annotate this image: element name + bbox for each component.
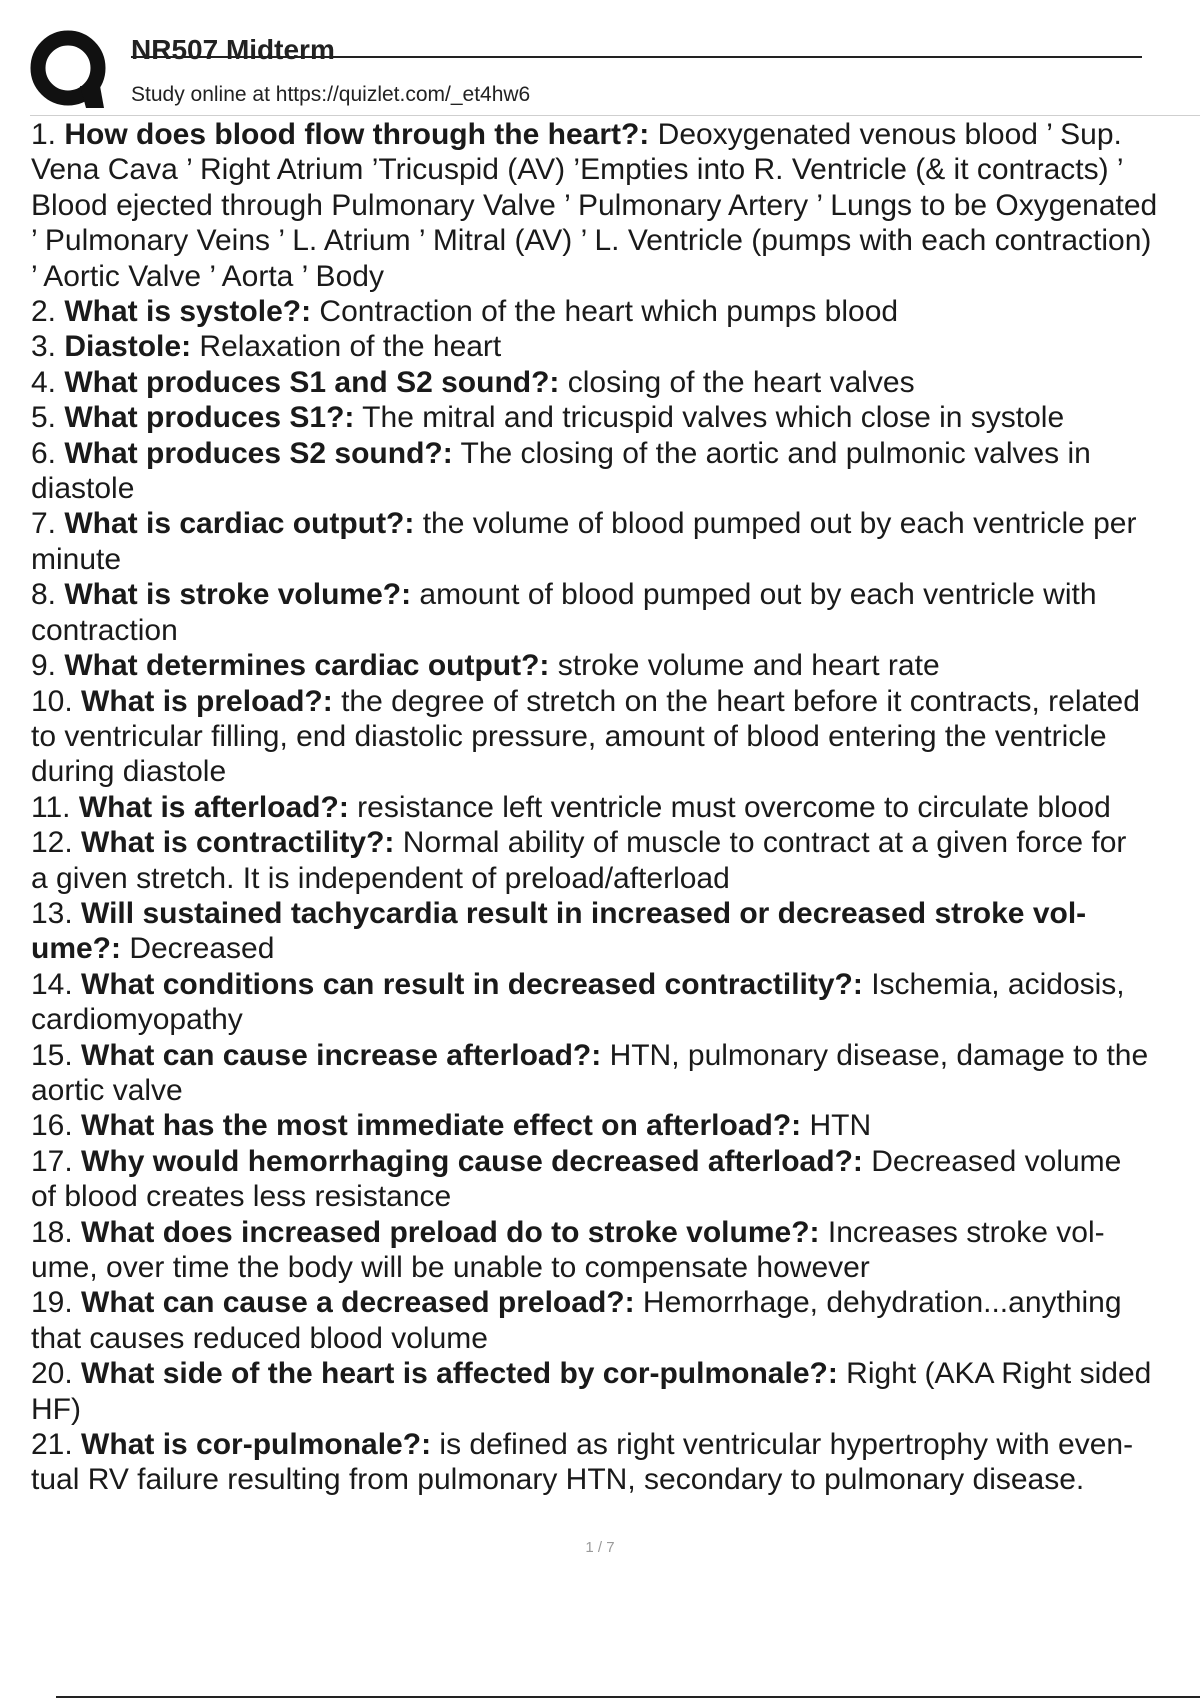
question-text: What produces S1 and S2 sound?: <box>64 365 560 399</box>
answer-text: minute <box>31 542 122 576</box>
question-number: 21. <box>31 1428 82 1462</box>
qa-item <box>31 648 1200 683</box>
answer-text: stroke volume and heart rate <box>549 649 940 683</box>
qa-item <box>31 329 1200 364</box>
question-text: What does increased preload do to stroke volume?: <box>81 1215 820 1249</box>
qa-line <box>31 188 1200 223</box>
question-text: What produces S2 sound?: <box>64 436 453 470</box>
qa-line <box>31 436 1200 471</box>
answer-text: to ventricular filling, end diastolic pressure, amount of blood entering the ventricle <box>31 719 1107 753</box>
question-text: What produces S1?: <box>64 401 355 435</box>
qa-line <box>31 1108 1200 1143</box>
qa-item <box>31 294 1200 329</box>
question-number: 18. <box>31 1215 82 1249</box>
question-number: 15. <box>31 1038 82 1072</box>
qa-line <box>31 754 1200 789</box>
qa-line <box>31 1179 1200 1214</box>
answer-text: during diastole <box>31 755 227 789</box>
answer-text: a given stretch. It is independent of preload/afterload <box>31 861 730 895</box>
question-text: What is afterload?: <box>78 790 349 824</box>
answer-text: Relaxation of the heart <box>191 330 502 364</box>
answer-text: the volume of blood pumped out by each ventricle per <box>414 507 1137 541</box>
answer-text: HF) <box>31 1392 81 1426</box>
answer-text: Blood ejected through Pulmonary Valve ’ Pulmonary Artery ’ Lungs to be Oxygenated <box>31 188 1158 222</box>
question-text: How does blood flow through the heart?: <box>64 118 650 151</box>
question-number: 8. <box>31 578 65 612</box>
qa-line <box>31 1002 1200 1037</box>
qa-line <box>31 931 1200 966</box>
qa-line <box>31 542 1200 577</box>
answer-text: aortic valve <box>31 1073 183 1107</box>
qa-line <box>31 1038 1200 1073</box>
qa-line <box>31 967 1200 1002</box>
qa-line <box>31 577 1200 612</box>
question-text: What is stroke volume?: <box>64 578 412 612</box>
question-number: 5. <box>31 401 65 435</box>
qa-line <box>31 825 1200 860</box>
qa-item <box>31 1108 1200 1143</box>
question-text: What is cor-pulmonale?: <box>81 1428 432 1462</box>
answer-text: Normal ability of muscle to contract at a given force for <box>394 826 1127 860</box>
qa-line <box>31 223 1200 258</box>
title-rule <box>131 56 1142 58</box>
question-number: 13. <box>31 896 82 930</box>
answer-text: HTN <box>801 1109 872 1143</box>
qa-item <box>31 790 1200 825</box>
question-number: 9. <box>31 649 65 683</box>
document-title: NR507 Midterm <box>131 34 335 65</box>
question-text: ume?: <box>31 932 121 966</box>
header-divider <box>30 115 1200 116</box>
page-header <box>0 0 1200 118</box>
answer-text: Decreased volume <box>862 1144 1122 1178</box>
answer-text: amount of blood pumped out by each ventricle with <box>411 578 1097 612</box>
qa-line <box>31 1462 1200 1497</box>
question-number: 14. <box>31 967 82 1001</box>
question-number: 11. <box>31 790 79 824</box>
qa-line <box>31 790 1200 825</box>
qa-item <box>31 365 1200 400</box>
question-number: 20. <box>31 1357 82 1391</box>
qa-item <box>31 967 1200 1038</box>
answer-text: tual RV failure resulting from pulmonary HTN, secondary to pulmonary disease. <box>31 1463 1085 1497</box>
question-number: 3. <box>31 330 65 364</box>
qa-line <box>31 294 1200 329</box>
qa-item <box>31 1427 1200 1498</box>
qa-line <box>31 896 1200 931</box>
qa-line <box>31 117 1200 152</box>
answer-text: HTN, pulmonary disease, damage to the <box>601 1038 1149 1072</box>
answer-text: cardiomyopathy <box>31 1003 243 1037</box>
study-link-text: Study online at https://quizlet.com/_et4hw6 <box>131 83 531 106</box>
qa-item <box>31 1285 1200 1356</box>
answer-text: ’ Pulmonary Veins ’ L. Atrium ’ Mitral (AV) ’ L. Ventricle (pumps with each contraction) <box>31 224 1152 258</box>
qa-line <box>31 1144 1200 1179</box>
footer-rule <box>56 1696 1200 1698</box>
answer-text: diastole <box>31 472 135 506</box>
question-number: 6. <box>31 436 65 470</box>
qa-line <box>31 1250 1200 1285</box>
answer-text: Hemorrhage, dehydration...anything <box>634 1286 1122 1320</box>
answer-text: The closing of the aortic and pulmonic valves in <box>452 436 1091 470</box>
qa-line <box>31 1392 1200 1427</box>
answer-text: of blood creates less resistance <box>31 1180 452 1214</box>
qa-line <box>31 471 1200 506</box>
question-text: What is cardiac output?: <box>64 507 415 541</box>
answer-text: The mitral and tricuspid valves which close in systole <box>354 401 1065 435</box>
question-number: 10. <box>31 684 82 718</box>
qa-line <box>31 400 1200 435</box>
qa-item <box>31 506 1200 577</box>
question-number: 17. <box>31 1144 82 1178</box>
qa-item <box>31 436 1200 507</box>
qa-item <box>31 400 1200 435</box>
answer-text: closing of the heart valves <box>559 365 915 399</box>
qa-line <box>31 259 1200 294</box>
qa-item <box>31 1356 1200 1427</box>
qa-line <box>31 719 1200 754</box>
answer-text: ume, over time the body will be unable to compensate however <box>31 1251 870 1284</box>
qa-item <box>31 117 1200 294</box>
qa-line <box>31 329 1200 364</box>
qa-line <box>31 1285 1200 1320</box>
qa-item <box>31 896 1200 967</box>
question-text: Why would hemorrhaging cause decreased afterload?: <box>81 1144 863 1178</box>
qa-item <box>31 577 1200 648</box>
question-text: What side of the heart is affected by cor-pulmonale?: <box>81 1357 838 1391</box>
question-number: 2. <box>31 295 65 329</box>
qa-line <box>31 613 1200 648</box>
qa-line <box>31 1427 1200 1462</box>
answer-text: Contraction of the heart which pumps blood <box>311 295 899 329</box>
question-number: 4. <box>31 365 65 399</box>
question-number: 16. <box>31 1109 82 1143</box>
answer-text: Vena Cava ’ Right Atrium ’Tricuspid (AV) ’Empties into R. Ventricle (& it contracts) ’ <box>31 153 1124 187</box>
qa-line <box>31 365 1200 400</box>
answer-text: the degree of stretch on the heart before it contracts, related <box>332 684 1140 718</box>
answer-text: ’ Aortic Valve ’ Aorta ’ Body <box>31 259 384 293</box>
answer-text: is defined as right ventricular hypertrophy with even- <box>431 1428 1134 1462</box>
qa-list <box>31 117 1200 1517</box>
answer-text: resistance left ventricle must overcome to circulate blood <box>348 790 1111 824</box>
question-text: What can cause a decreased preload?: <box>81 1286 635 1320</box>
question-text: What determines cardiac output?: <box>64 649 550 683</box>
qa-item <box>31 1215 1200 1286</box>
question-text: Will sustained tachycardia result in increased or decreased stroke vol- <box>81 896 1087 930</box>
qa-item <box>31 684 1200 790</box>
page-number: 1 / 7 <box>585 1539 615 1556</box>
answer-text: Increases stroke vol- <box>819 1215 1105 1249</box>
answer-text: contraction <box>31 613 178 647</box>
question-number: 1. <box>31 118 65 151</box>
question-text: What has the most immediate effect on afterload?: <box>81 1109 802 1143</box>
question-number: 12. <box>31 826 82 860</box>
answer-text: Deoxygenated venous blood ’ Sup. <box>649 118 1122 151</box>
question-number: 7. <box>31 507 65 541</box>
answer-text: Ischemia, acidosis, <box>862 967 1125 1001</box>
answer-text: Decreased <box>121 932 275 966</box>
answer-text: that causes reduced blood volume <box>31 1321 488 1355</box>
qa-line <box>31 1321 1200 1356</box>
quizlet-q-logo-icon <box>30 30 112 112</box>
qa-line <box>31 861 1200 896</box>
answer-text: Right (AKA Right sided <box>837 1357 1152 1391</box>
question-text: What conditions can result in decreased contractility?: <box>81 967 863 1001</box>
question-text: What is systole?: <box>64 295 312 329</box>
question-text: What is preload?: <box>81 684 333 718</box>
qa-line <box>31 648 1200 683</box>
qa-item <box>31 1144 1200 1215</box>
qa-line <box>31 684 1200 719</box>
question-text: What is contractility?: <box>81 826 395 860</box>
qa-line <box>31 506 1200 541</box>
question-number: 19. <box>31 1286 82 1320</box>
qa-line <box>31 1215 1200 1250</box>
question-text: Diastole: <box>64 330 192 364</box>
qa-line <box>31 152 1200 187</box>
qa-item <box>31 825 1200 896</box>
qa-line <box>31 1073 1200 1108</box>
question-text: What can cause increase afterload?: <box>81 1038 602 1072</box>
qa-line <box>31 1356 1200 1391</box>
qa-item <box>31 1038 1200 1109</box>
